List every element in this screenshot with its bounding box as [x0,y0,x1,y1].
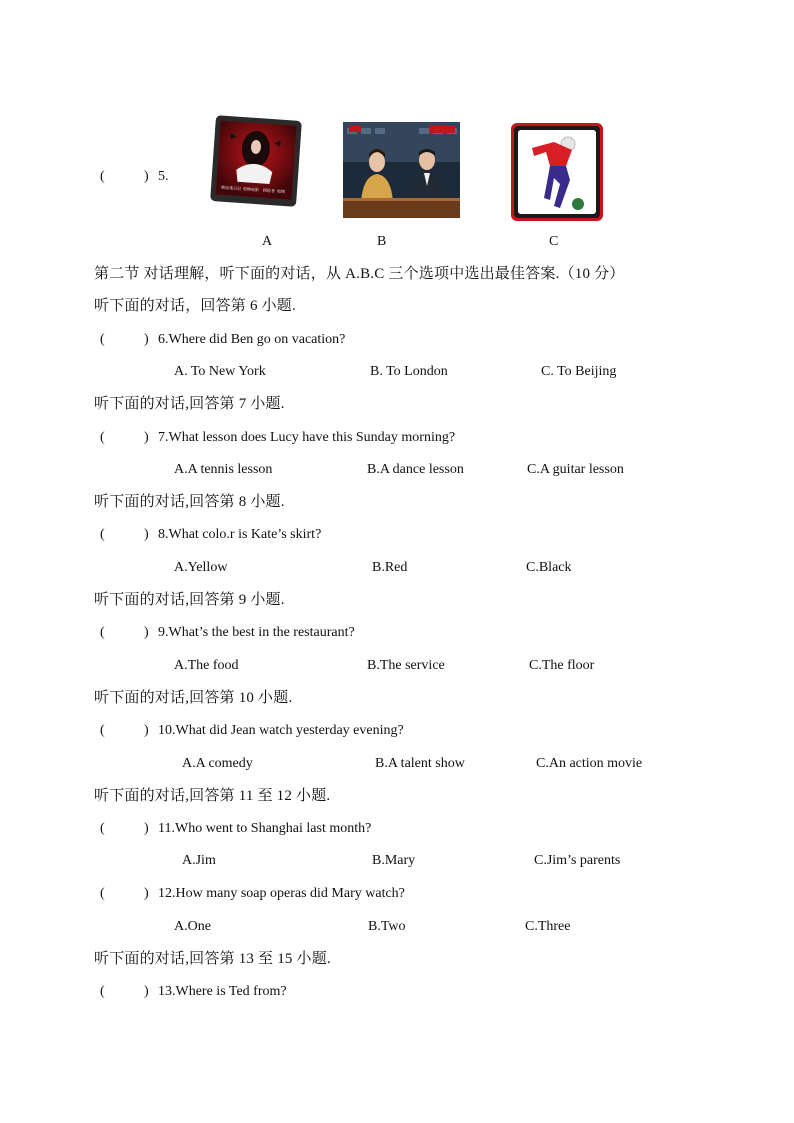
label-a: A [262,234,273,249]
q10-option-a: A.A comedy [182,756,253,771]
q11-option-c: C.Jim’s parents [534,853,621,868]
q11-option-a: A.Jim [182,853,216,868]
question-11-text: 11.Who went to Shanghai last month? [158,821,372,836]
question-13-text: 13.Where is Ted from? [158,984,287,999]
q6-option-a: A. To New York [174,364,266,379]
q7-option-a: A.A tennis lesson [174,462,273,477]
question-5-number: 5. [158,169,169,184]
label-c: C [549,234,559,249]
answer-paren-open: ( [100,169,105,184]
question-9: ( ) 9.What’s the best in the restaurant? [100,625,355,640]
picture-c-sport-sign [510,122,604,222]
question-7-text: 7.What lesson does Lucy have this Sunday morning? [158,430,456,445]
intro-q8: 听下面的对话,回答第 8 小题. [94,494,285,510]
question-11: ( ) 11.Who went to Shanghai last month? [100,821,372,836]
poster-tag-3: 探险者 [262,187,276,194]
q12-option-c: C.Three [525,919,571,934]
picture-b-news-anchors [343,122,460,218]
q9-option-a: A.The food [174,658,239,673]
poster-tag-1: 吸血鬼日记 [220,184,242,192]
intro-q7: 听下面的对话,回答第 7 小题. [94,396,285,412]
q12-option-b: B.Two [368,919,406,934]
question-7: ( ) 7.What lesson does Lucy have this Sunday morning? [100,430,456,445]
q9-option-b: B.The service [367,658,445,673]
question-12: ( ) 12.How many soap operas did Mary watch? [100,886,405,901]
q8-option-c: C.Black [526,560,572,575]
q8-option-a: A.Yellow [174,560,228,575]
question-5-stem [100,168,169,186]
q7-option-c: C.A guitar lesson [527,462,624,477]
question-10: ( ) 10.What did Jean watch yesterday evening? [100,723,404,738]
question-10-text: 10.What did Jean watch yesterday evening? [158,723,404,738]
question-6-text: 6.Where did Ben go on vacation? [158,332,346,347]
q12-option-a: A.One [174,919,211,934]
q6-option-b: B. To London [370,364,448,379]
section-heading: 第二节 对话理解，听下面的对话，从 A.B.C 三个选项中选出最佳答案.（10 分） [94,266,625,282]
question-13: ( ) 13.Where is Ted from? [100,984,287,999]
question-12-text: 12.How many soap operas did Mary watch? [158,886,405,901]
question-8-text: 8.What colo.r is Kate’s skirt? [158,527,322,542]
picture-a-movie-poster [207,113,305,209]
poster-tag-4: 惊悚 [276,188,286,195]
q10-option-c: C.An action movie [536,756,643,771]
question-8: ( ) 8.What colo.r is Kate’s skirt? [100,527,322,542]
q11-option-b: B.Mary [372,853,416,868]
q6-option-c: C. To Beijing [541,364,617,379]
q10-option-b: B.A talent show [375,756,465,771]
q7-option-b: B.A dance lesson [367,462,464,477]
intro-q10: 听下面的对话,回答第 10 小题. [94,690,293,706]
q8-option-b: B.Red [372,560,408,575]
label-b: B [377,234,387,249]
question-9-text: 9.What’s the best in the restaurant? [158,625,355,640]
q9-option-c: C.The floor [529,658,595,673]
intro-q13: 听下面的对话,回答第 13 至 15 小题. [94,951,331,967]
intro-q6: 听下面的对话，回答第 6 小题. [94,298,296,314]
answer-paren-close: ) [144,169,149,184]
intro-q9: 听下面的对话,回答第 9 小题. [94,592,285,608]
intro-q11: 听下面的对话,回答第 11 至 12 小题. [94,788,331,804]
poster-tag-2: 恐怖电影 [242,186,260,193]
question-6: ( ) 6.Where did Ben go on vacation? [100,332,346,347]
